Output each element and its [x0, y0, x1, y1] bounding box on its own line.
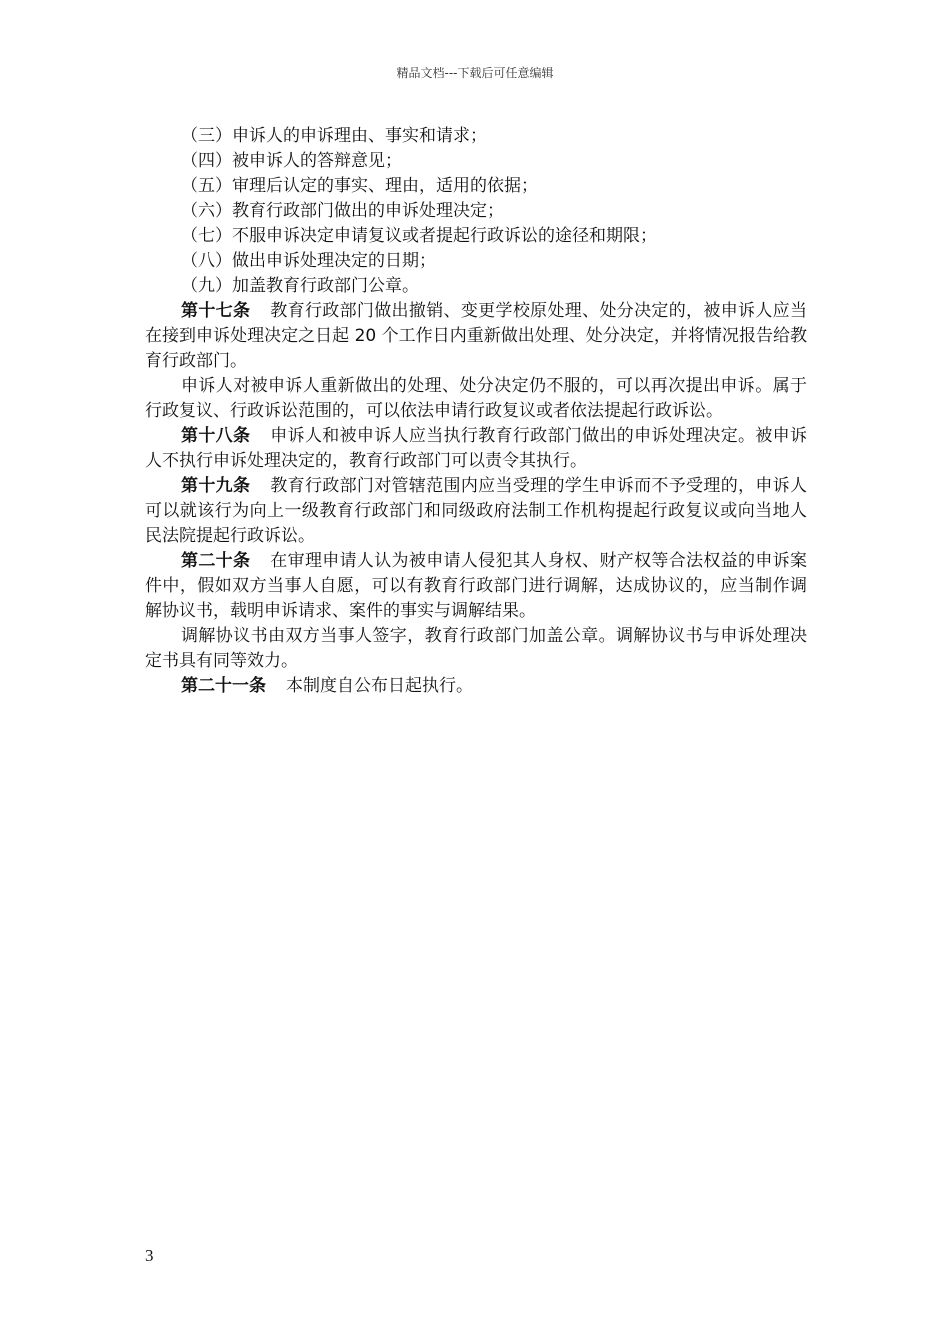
page-header: 精品文档---下载后可任意编辑 — [396, 66, 554, 80]
article-21 — [145, 674, 807, 699]
article-21-title: 第二十一条 — [181, 676, 266, 696]
page-number: 3 — [145, 1246, 154, 1265]
article-19-text: 教育行政部门对管辖范围内应当受理的学生申诉而不予受理的，申诉人可以就该行为向上一级教育行政部门和同级政府法制工作机构提起行政复议或向当地人民法院提起行政诉讼。 — [145, 476, 808, 546]
list-item-9: （九）加盖教育行政部门公章。 — [181, 276, 419, 296]
list-item-6: （六）教育行政部门做出的申诉处理决定； — [181, 201, 504, 221]
article-20-title: 第二十条 — [181, 551, 251, 571]
list-item-4: （四）被申诉人的答辩意见； — [181, 151, 402, 171]
article-20-text: 在审理申请人认为被申请人侵犯其人身权、财产权等合法权益的申诉案件中，假如双方当事人自愿，可以有教育行政部门进行调解，达成协议的，应当制作调解协议书，载明申诉请求、案件的事实与调解结果。 — [145, 551, 808, 621]
list-item-7: （七）不服申诉决定申请复议或者提起行政诉讼的途径和期限； — [181, 226, 657, 246]
article-17-title: 第十七条 — [181, 301, 251, 321]
list-item-5: （五）审理后认定的事实、理由，适用的依据； — [181, 176, 538, 196]
list-item-3: （三）申诉人的申诉理由、事实和请求； — [181, 126, 487, 146]
article-18-text: 申诉人和被申诉人应当执行教育行政部门做出的申诉处理决定。被申诉人不执行申诉处理决定的，教育行政部门可以责令其执行。 — [145, 426, 808, 471]
article-20-paragraph-2: 调解协议书由双方当事人签字，教育行政部门加盖公章。调解协议书与申诉处理决定书具有同等效力。 — [145, 626, 807, 671]
article-21-text: 本制度自公布日起执行。 — [286, 676, 473, 696]
article-17-paragraph-2: 申诉人对被申诉人重新做出的处理、处分决定仍不服的，可以再次提出申诉。属于行政复议、行政诉讼范围的，可以依法申请行政复议或者依法提起行政诉讼。 — [145, 376, 807, 421]
article-17 — [145, 299, 807, 374]
article-18-title: 第十八条 — [181, 426, 251, 446]
list-item-8: （八）做出申诉处理决定的日期； — [181, 251, 436, 271]
article-20 — [145, 549, 807, 624]
article-19-title: 第十九条 — [181, 476, 251, 496]
article-19 — [145, 474, 807, 549]
document-body — [145, 124, 807, 699]
article-17-text: 教育行政部门做出撤销、变更学校原处理、处分决定的，被申诉人应当在接到申诉处理决定之日起 20 个工作日内重新做出处理、处分决定，并将情况报告给教育行政部门。 — [145, 301, 808, 371]
article-18 — [145, 424, 807, 474]
